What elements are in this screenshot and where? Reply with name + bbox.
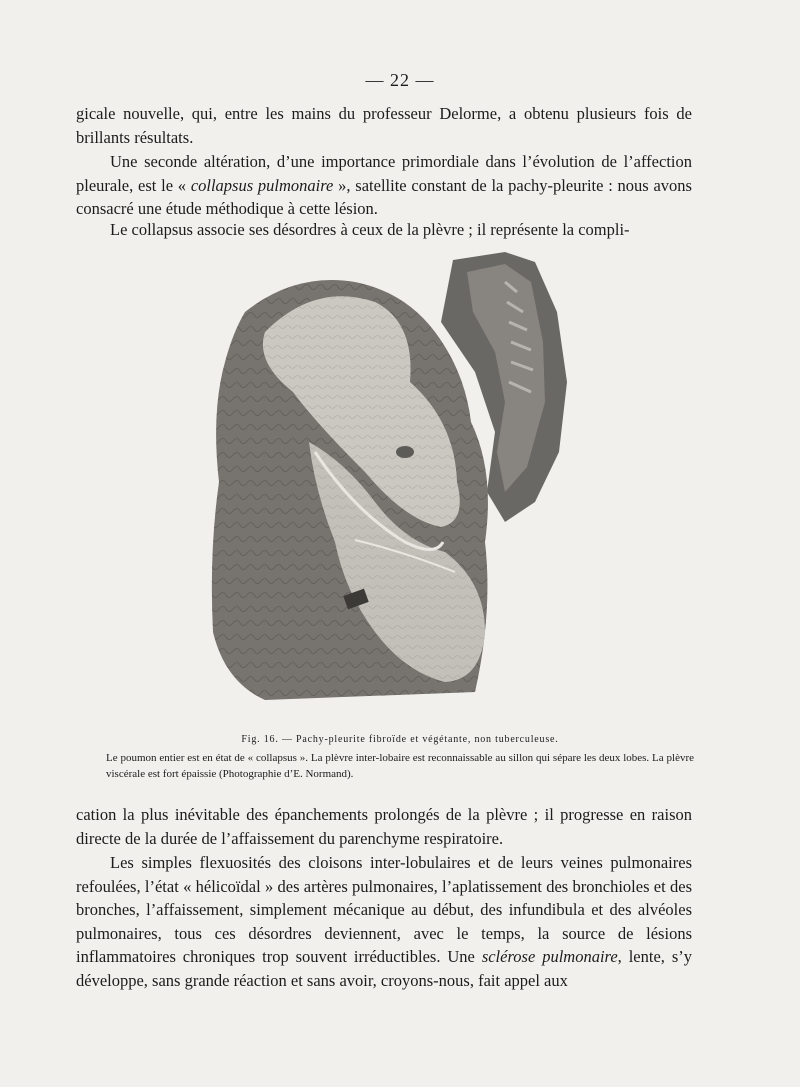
figure-caption-text: Le poumon entier est en état de « collapsus ». La plèvre inter-lobaire est reconnaissable au sillon qui sépare les deux lobes. La plèvre viscérale est fort épaissie (Photographie d’E. Normand). (106, 752, 694, 780)
paragraph-5-text-end: , lente, s’y développe, sans grande réaction et sans avoir, croyons-nous, fait appel aux (76, 947, 692, 990)
paragraph-5-emphasis: sclérose pulmonaire (481, 947, 618, 966)
paragraph-2-text-start: Une seconde altération, d’une importance primordiale dans l’évolution de l’affection pleurale, est le « (76, 152, 692, 195)
paragraph-5 (76, 851, 692, 992)
paragraph-2-emphasis: collapsus pulmonaire (190, 175, 334, 195)
figure-lung-photograph (205, 252, 575, 702)
page-number: — 22 — (365, 70, 435, 90)
paragraph-4-text: cation la plus inévitable des épanchements prolongés de la plèvre ; il progresse en raison directe de la durée de l’affaissement du parenchyme respiratoire. (76, 805, 692, 848)
paragraph-3 (76, 218, 692, 242)
figure-caption (106, 750, 694, 782)
lung-specimen-illustration (205, 252, 575, 702)
paragraph-3-text: Le collapsus associe ses désordres à ceux de la plèvre ; il représente la compli- (110, 220, 630, 239)
paragraph-2-text-end: », satellite constant de la pachy-pleurite : nous avons consacré une étude méthodique à cette lésion. (76, 175, 692, 218)
paragraph-2 (76, 150, 692, 221)
paragraph-4 (76, 803, 692, 850)
paragraph-1 (76, 102, 692, 149)
paragraph-1-text: gicale nouvelle, qui, entre les mains du professeur Delorme, a obtenu plusieurs fois de brillants résultats. (76, 104, 692, 147)
figure-label: Fig. 16. — Pachy-pleurite fibroïde et végétante, non tuberculeuse. (241, 734, 559, 745)
paragraph-5-text-start: Les simples flexuosités des cloisons inter-lobulaires et de leurs veines pulmonaires refoulées, l’état « hélicoïdal » des artères pulmonaires, l’aplatissement des bronchioles et des bronches, l’affaissement, simplement mécanique au début, des infundibula et des alvéoles pulmonaires, tous ces désordres deviennent, avec le temps, la source de lésions inflammatoires chroniques trop souvent irréductibles. Une (76, 853, 692, 966)
